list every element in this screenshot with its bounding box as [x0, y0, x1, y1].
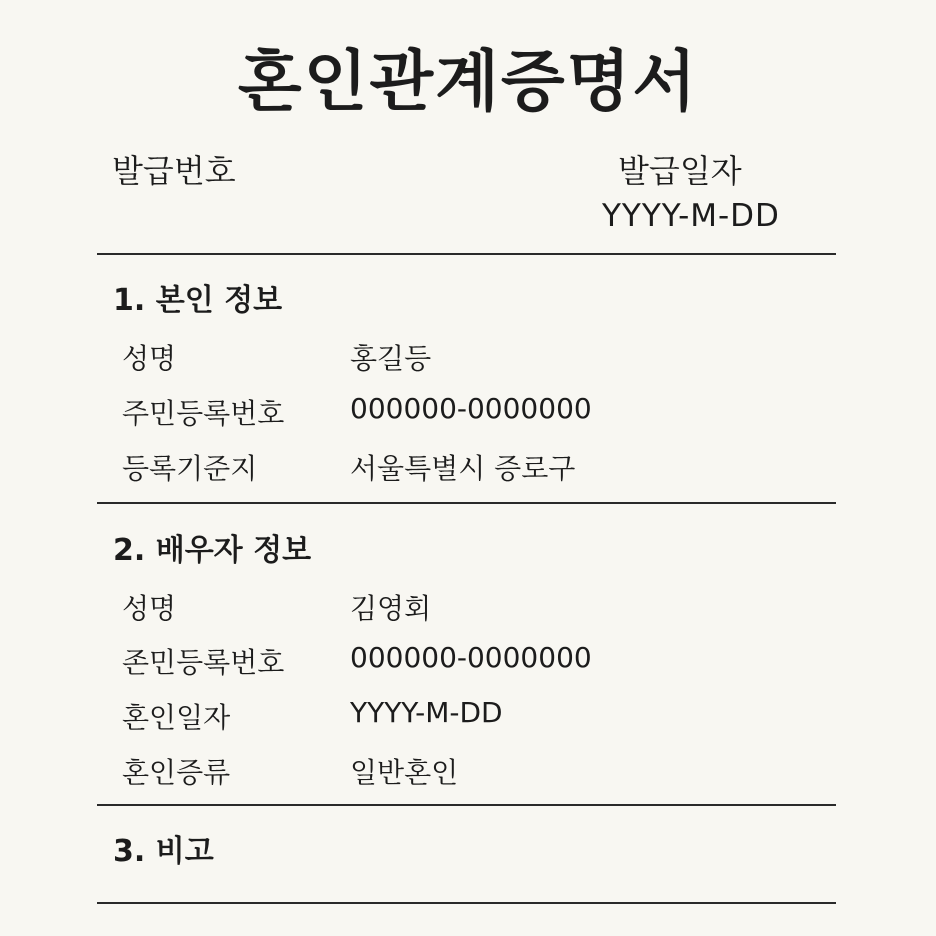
field-label-spouse-name: 성명: [122, 592, 177, 625]
field-value-self-name: 홍길등: [350, 342, 432, 375]
section-heading-spouse: 2. 배우자 정보: [113, 533, 312, 568]
field-value-spouse-rrn: 000000-0000000: [350, 641, 592, 674]
field-label-marriage-type: 혼인증류: [122, 756, 231, 789]
field-label-marriage-date: 혼인일자: [122, 701, 231, 734]
field-label-self-domicile: 등록기준지: [122, 452, 258, 485]
issue-date-value: YYYY-M-DD: [602, 198, 780, 234]
section-heading-self: 1. 본인 정보: [113, 283, 283, 318]
field-value-self-domicile: 서울특별시 증로구: [350, 452, 576, 485]
field-value-self-rrn: 000000-0000000: [350, 392, 592, 425]
section-divider-2: [97, 804, 836, 806]
field-value-marriage-type: 일반혼인: [350, 756, 459, 789]
issue-number-label: 발급번호: [112, 152, 236, 190]
field-label-spouse-rrn: 존민등록번호: [122, 646, 285, 679]
field-value-marriage-date: YYYY-M-DD: [350, 696, 503, 729]
section-heading-remarks: 3. 비고: [113, 834, 214, 869]
field-value-spouse-name: 김영회: [350, 592, 432, 625]
section-divider-1: [97, 502, 836, 504]
issue-date-label: 발급일자: [618, 152, 742, 190]
bottom-divider: [97, 902, 836, 904]
header-divider: [97, 253, 836, 255]
document-title: 혼인관계증명서: [237, 43, 699, 120]
field-label-self-rrn: 주민등록번호: [122, 397, 285, 430]
field-label-self-name: 성명: [122, 342, 177, 375]
